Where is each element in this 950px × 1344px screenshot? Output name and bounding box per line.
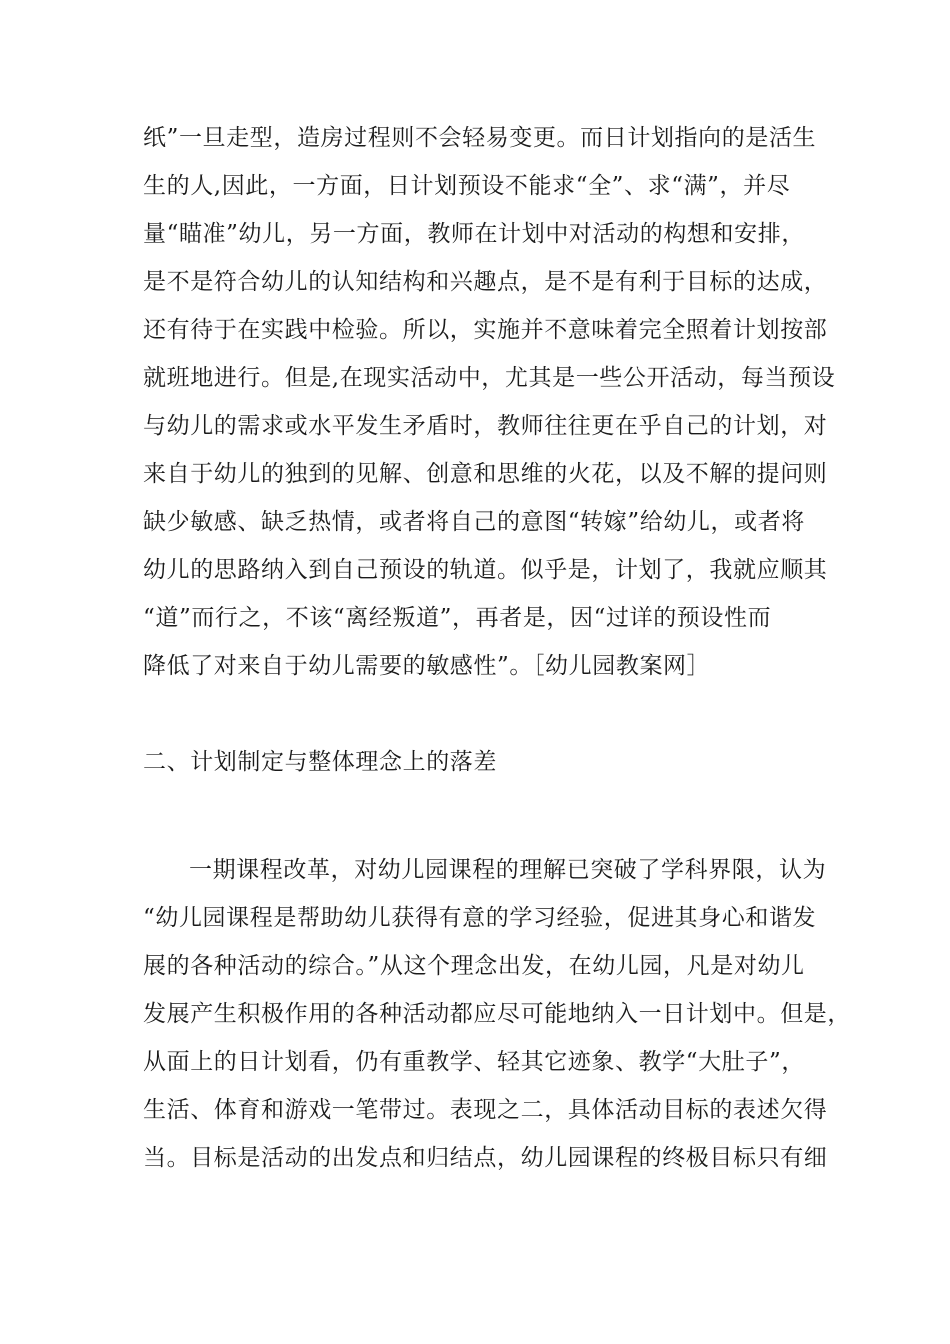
paragraph-1-line-6: 就班地进行。但是,在现实活动中，尤其是一些公开活动，每当预设: [143, 365, 836, 391]
paragraph-2-line-5: 从面上的日计划看，仍有重教学、轻其它迹象、教学“大肚子”，: [143, 1049, 805, 1075]
paragraph-1-line-10: 幼儿的思路纳入到自己预设的轨道。似乎是，计划了，我就应顺其: [143, 557, 828, 583]
paragraph-1-line-3: 量“瞄准”幼儿，另一方面，教师在计划中对活动的构想和安排，: [143, 221, 805, 247]
paragraph-1-line-4: 是不是符合幼儿的认知结构和兴趣点，是不是有利于目标的达成，: [143, 269, 828, 295]
paragraph-1-line-7: 与幼儿的需求或水平发生矛盾时，教师往往更在乎自己的计划，对: [143, 413, 828, 439]
paragraph-1-line-11: “道”而行之，不该“离经叛道”，再者是，因“过详的预设性而: [143, 605, 772, 631]
paragraph-2-line-4: 发展产生积极作用的各种活动都应尽可能地纳入一日计划中。但是，: [143, 1001, 851, 1027]
paragraph-1-line-9: 缺少敏感、缺乏热情，或者将自己的意图“转嫁”给幼儿，或者将: [143, 509, 805, 535]
paragraph-1-line-12: 降低了对来自于幼儿需要的敏感性”。［幼儿园教案网］: [143, 653, 711, 679]
paragraph-2-line-3: 展的各种活动的综合。”从这个理念出发，在幼儿园，凡是对幼儿: [143, 953, 805, 979]
paragraph-1-line-1: 纸”一旦走型，造房过程则不会轻易变更。而日计划指向的是活生: [143, 125, 817, 151]
paragraph-1-line-8: 来自于幼儿的独到的见解、创意和思维的火花，以及不解的提问则: [143, 461, 828, 487]
paragraph-2-line-7: 当。目标是活动的出发点和归结点，幼儿园课程的终极目标只有细: [143, 1145, 828, 1171]
section-heading: 二、计划制定与整体理念上的落差: [143, 749, 497, 775]
paragraph-1-line-5: 还有待于在实践中检验。所以，实施并不意味着完全照着计划按部: [143, 317, 828, 343]
paragraph-2-line-6: 生活、体育和游戏一笔带过。表现之二，具体活动目标的表述欠得: [143, 1097, 828, 1123]
paragraph-1-line-2: 生的人,因此，一方面，日计划预设不能求“全”、求“满”，并尽: [143, 173, 791, 199]
paragraph-2-line-1: 一期课程改革，对幼儿园课程的理解已突破了学科界限，认为: [189, 857, 827, 883]
paragraph-2-line-2: “幼儿园课程是帮助幼儿获得有意的学习经验，促进其身心和谐发: [143, 905, 817, 931]
